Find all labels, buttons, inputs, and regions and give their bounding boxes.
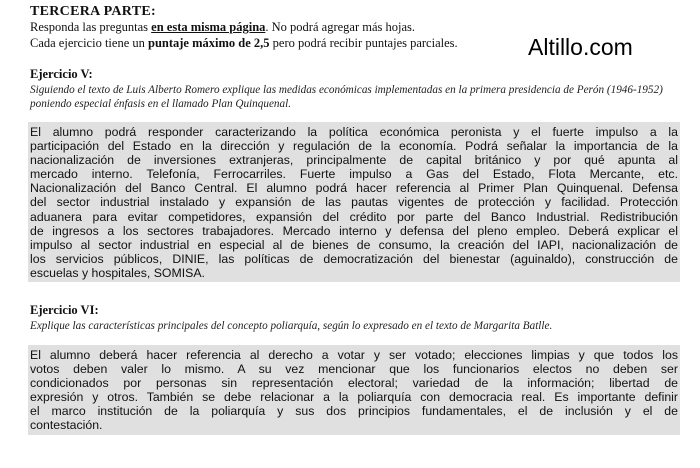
answer-line: El alumno podrá responder caracterizando la política económica peronista y el fuerte impulso a la [30, 125, 678, 139]
instruction-line-1 [30, 20, 415, 35]
answer-line: mercado interno. Telefonía, Ferrocarriles. Fuerte impulso a Gas del Estado, Flota Mercante, etc. [30, 167, 678, 182]
altillo-logo: Altillo.com [528, 34, 633, 60]
answer-line: nacionalización de inversiones extranjeras, principalmente de capital británico y por qué apunta al [30, 153, 678, 168]
answer-line: votos deben valer lo mismo. A su vez mencionar que los funcionarios electos no deben ser [30, 362, 678, 377]
exercise-5-heading: Ejercicio V: [30, 67, 93, 81]
answer-line: de ingresos a los sectores trabajadores. Mercado interno y defensa del pleno empleo. Deberá explicar el [30, 223, 678, 238]
answer-line: aduanera para evitar competidores, expansión del crédito por parte del Banco Industrial. Redistribución [30, 209, 678, 224]
section-title: TERCERA PARTE: [30, 4, 156, 19]
answer-line: condicionados por personas sin representación electoral; variedad de la información; libertad de [30, 376, 678, 391]
instruction-emphasis: en esta misma página [151, 20, 266, 34]
answer-line: del sector industrial instalado y expansión de las pautas vigentes de protección y facilidad. Protección [30, 195, 678, 210]
answer-line: escuelas y hospitales, SOMISA. [30, 265, 205, 280]
answer-line: participación del Estado en la dirección y regulación de la economía. Podrá señalar la importancia de la [30, 139, 678, 154]
instruction-line-2 [30, 36, 458, 51]
exercise-6-prompt: Explique las características principales del concepto poliarquía, según lo expresado en el texto de Margarita Batlle. [30, 320, 553, 332]
answer-line: Nacionalización del Banco Central. El alumno podrá hacer referencia al Primer Plan Quinquenal. Defensa [30, 181, 678, 196]
answer-line: impulso al sector industrial en especial al de bienes de consumo, la creación del IAPI, nacionalización de [30, 237, 678, 252]
instruction-text: pero podrá recibir puntajes parciales. [269, 36, 458, 50]
answer-line: El alumno deberá hacer referencia al derecho a votar y ser votado; elecciones limpias y que todos los [30, 348, 678, 362]
exercise-6-answer [28, 345, 680, 435]
answer-line: contestación. [30, 418, 103, 433]
instruction-text: . No podrá agregar más hojas. [265, 20, 416, 34]
answer-line: el marco institución de la poliarquía y sus dos principios fundamentales, el de inclusión y el de [30, 404, 678, 419]
exercise-5-answer [28, 122, 680, 282]
exercise-5-prompt: Siguiendo el texto de Luis Alberto Romero explique las medidas económicas implementadas en la primera presidencia de Perón (1946-1952) poniendo especial énfasis en el llamado Plan Quinquenal. [30, 84, 663, 110]
instruction-text: Cada ejercicio tiene un [30, 36, 148, 50]
exercise-6-heading: Ejercicio VI: [30, 303, 99, 317]
instruction-text: Responda las preguntas [30, 20, 152, 34]
instruction-emphasis: puntaje máximo de 2,5 [148, 36, 270, 50]
answer-line: expresión y otros. También se debe relacionar a la poliarquía con democracia real. Es importante definir [30, 390, 678, 405]
answer-line: los servicios públicos, DINIE, las políticas de democratización del bienestar (aguinaldo), construcción de [30, 251, 678, 266]
